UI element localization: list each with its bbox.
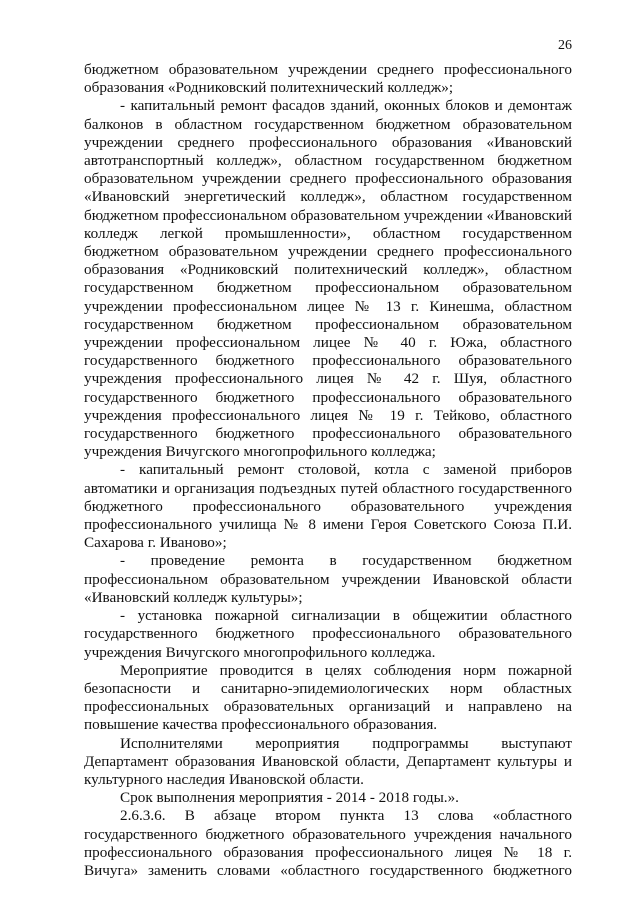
paragraph-7: Исполнителями мероприятия подпрограммы выступают Департамент образования Ивановской области, Департамент культуры и культурного наследия Ивановской области. [84,734,572,788]
page-number: 26 [558,38,572,53]
paragraph-5: - установка пожарной сигнализации в общежитии областного государственного бюджетного профессионального образовательного учреждения Вичугского многопрофильного колледжа. [84,607,572,661]
paragraph-3: - капитальный ремонт столовой, котла с заменой приборов автоматики и организация подъездных путей областного государственного бюджетного профессионального образовательного учреждения профессионального училища № 8 имени Героя Советского Союза П.И. Сахарова г. Иваново»; [84,461,572,552]
paragraph-2: - капитальный ремонт фасадов зданий, оконных блоков и демонтаж балконов в областном государственном бюджетном образовательном учреждении среднего профессионального образования «Ивановский автотранспортный колледж», областном государственном бюджетном образовательном учреждении среднего профессионального образования «Ивановский энергетический колледж», областном государственном бюджетном профессиональном образовательном учреждении «Ивановский колледж легкой промышленности», областном государственном бюджетном образовательном учреждении среднего профессионального образования «Родниковский политехнический колледж», областном государственном бюджетном профессиональном образовательном учреждении профессиональном лицее № 13 г. Кинешма, областном государственном бюджетном профессиональном образовательном учреждении профессиональном лицее № 40 г. Южа, областного государственного бюджетного профессионального образовательного учреждения профессионального лицея № 42 г. Шуя, областного государственного бюджетного профессионального образовательного учреждения профессионального лицея № 19 г. Тейково, областного государственного бюджетного профессионального образовательного учреждения Вичугского многопрофильного колледжа; [84,97,572,461]
paragraph-9: 2.6.3.6. В абзаце втором пункта 13 слова «областного государственного бюджетного образовательного учреждения начального профессионального образования профессионального лицея № 18 г. Вичуга» заменить словами «областного государственного бюджетного [84,807,572,879]
paragraph-1: бюджетном образовательном учреждении среднего профессионального образования «Родниковский политехнический колледж»; [84,61,572,97]
paragraph-8: Срок выполнения мероприятия - 2014 - 2018 годы.». [120,789,459,807]
document-body [84,61,572,880]
paragraph-6: Мероприятие проводится в целях соблюдения норм пожарной безопасности и санитарно-эпидемиологических норм областных профессиональных образовательных организаций и направлено на повышение качества профессионального образования. [84,661,572,734]
paragraph-4: - проведение ремонта в государственном бюджетном профессиональном образовательном учреждении Ивановской области «Ивановский колледж культуры»; [84,552,572,606]
